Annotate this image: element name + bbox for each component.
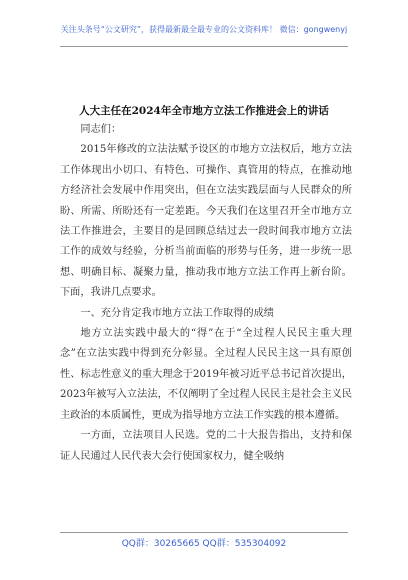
salutation: 同志们： [80,124,122,135]
footer-divider [60,532,348,533]
paragraph-intro: 2015年修改的立法法赋予设区的市地方立法权后，地方立法工作体现出小切口、有特色、可操作、真管用的特点，在推动地方经济社会发展中作用突出，但在立法实践层面与人民群众的所盼、所需、所盼还有一定差距。今天我们在这里召开全市地方立法工作推进会，主要目的是回顾总结过去一段时间我市地方立法工作的成效与经验，分析当前面临的形势与任务，进一步统一思想、明确目标、凝聚力量，推动我市地方立法工作再上新台阶。下面，我讲几点要求。 [60,144,352,299]
paragraph-democracy: 地方立法实践中最大的“得”在于“全过程人民民主重大理念”在立法实践中得到充分彰显。全过程人民民主这一具有原创性、标志性意义的重大理念于2019年被习近平总书记首次提出，2023年被写入立法法，不仅阐明了全过程人民民主是社会主义民主政治的本质属性，更成为指导地方立法工作实践的根本遵循。 [60,328,352,421]
header-divider [60,46,348,47]
document-body [60,120,352,467]
document-title: 人大主任在2024年全市地方立法工作推进会上的讲话 [79,105,329,117]
header-note: 关注头条号“公文研究”，获得最新最全最专业的公文资料库！ 微信：gongwenyj [60,25,348,34]
section-heading-1: 一、充分肯定我市地方立法工作取得的成绩 [80,307,274,319]
paragraph-projects: 一方面，立法项目人民选。党的二十大报告指出，支持和保证人民通过人民代表大会行使国家权力，健全吸纳 [60,430,352,462]
footer-contact: QQ群：30265665 QQ群：535304092 [121,539,287,549]
